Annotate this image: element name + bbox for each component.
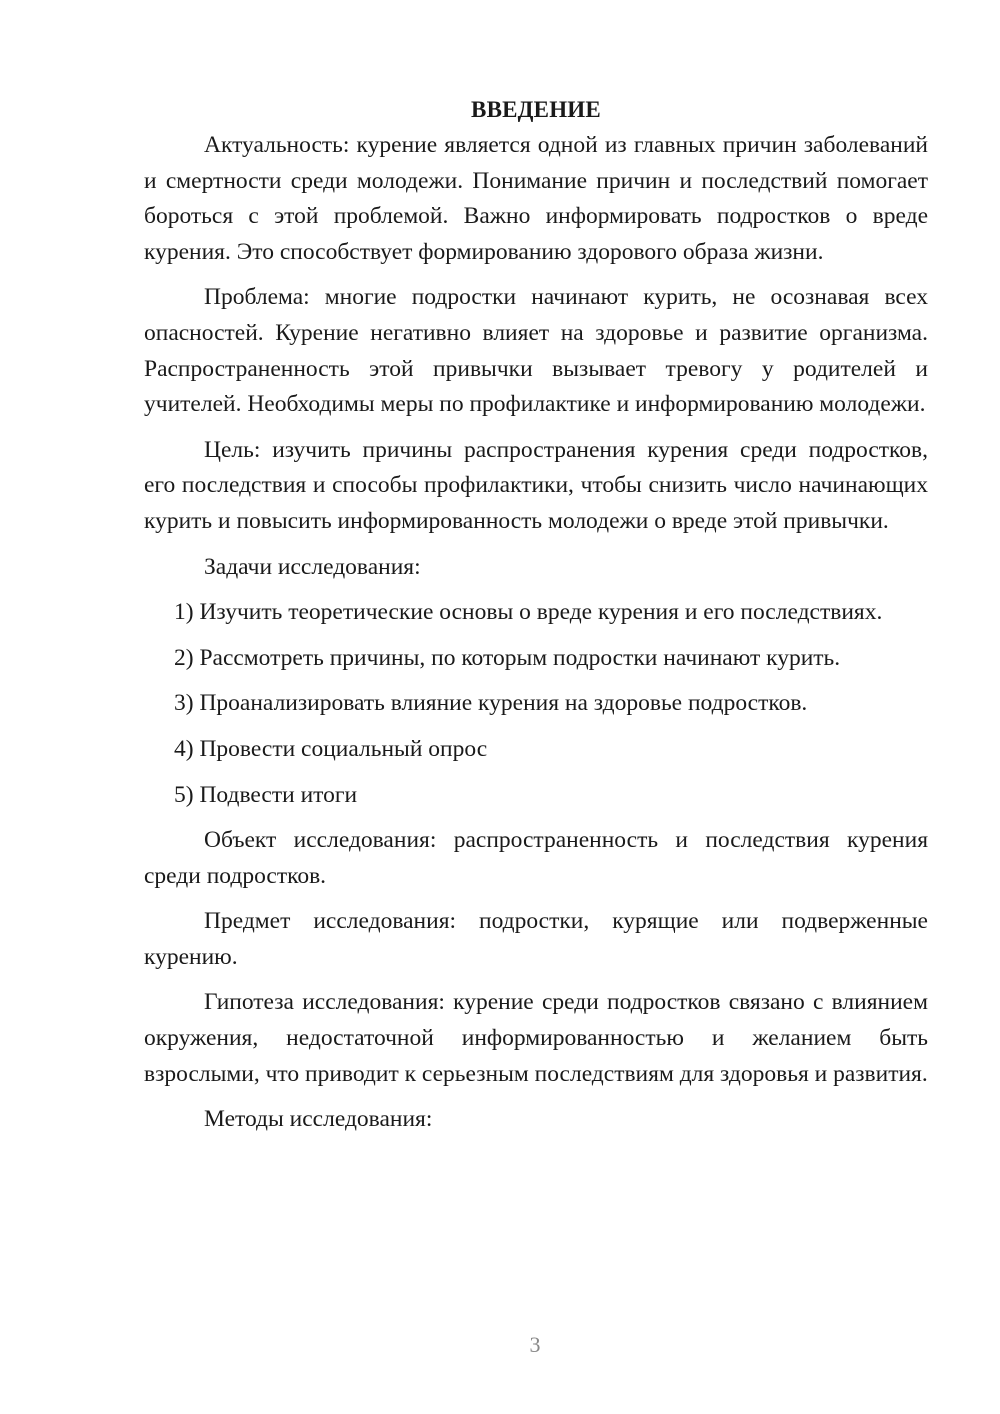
methods-title: Методы исследования: <box>204 1106 433 1133</box>
list-item: 4) Провести социальный опрос <box>174 735 488 762</box>
page-content <box>144 92 928 1148</box>
list-item: 3) Проанализировать влияние курения на здоровье подростков. <box>174 690 808 717</box>
paragraph-object: Объект исследования: распространенность и последствия курения среди подростков. <box>144 827 928 889</box>
paragraph-hypothesis: Гипотеза исследования: курение среди подростков связано с влиянием окружения, недостаточной информированностью и желанием быть взрослыми, что приводит к серьезным последствиям для здоровья и развития. <box>144 989 928 1087</box>
list-item: 5) Подвести итоги <box>174 781 358 808</box>
list-item: 2) Рассмотреть причины, по которым подростки начинают курить. <box>174 644 841 671</box>
paragraph-subject: Предмет исследования: подростки, курящие или подверженные курению. <box>144 908 928 970</box>
list-item: 1) Изучить теоретические основы о вреде курения и его последствиях. <box>174 599 883 626</box>
paragraph-goal: Цель: изучить причины распространения курения среди подростков, его последствия и способы профилактики, чтобы снизить число начинающих курить и повысить информированность молодежи о вреде этой привычки. <box>144 436 928 534</box>
section-heading: ВВЕДЕНИЕ <box>471 97 601 122</box>
paragraph-relevance: Актуальность: курение является одной из главных причин заболеваний и смертности среди молодежи. Понимание причин и последствий помогает бороться с этой проблемой. Важно информировать подростков о вреде курения. Это способствует формированию здорового образа жизни. <box>144 132 928 265</box>
page-number: 3 <box>529 1332 541 1357</box>
tasks-list <box>144 595 928 813</box>
tasks-title: Задачи исследования: <box>204 553 421 580</box>
paragraph-problem: Проблема: многие подростки начинают курить, не осознавая всех опасностей. Курение негативно влияет на здоровье и развитие организма. Распространенность этой привычки вызывает тревогу у родителей и учителей. Необходимы меры по профилактике и информированию молодежи. <box>144 284 928 418</box>
